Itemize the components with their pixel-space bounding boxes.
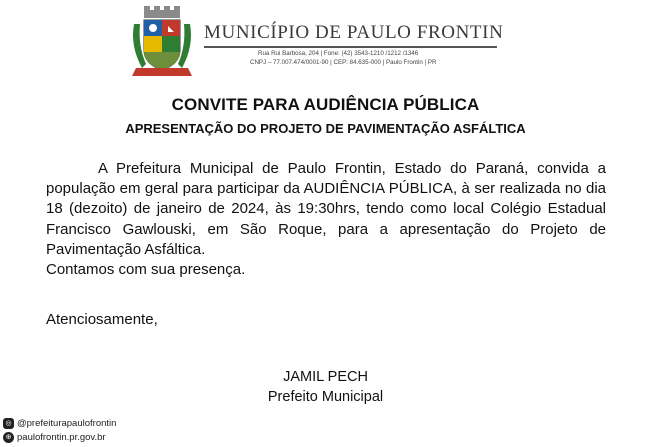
municipal-crest-icon xyxy=(130,6,200,80)
signer-role: Prefeito Municipal xyxy=(267,389,384,405)
signer-name: JAMIL PECH xyxy=(283,369,368,385)
invitation-paragraph: A Prefeitura Municipal de Paulo Frontin, Estado do Paraná, convida a população em geral para participar da AUDIÊNCIA PÚBLICA, à ser realizada no dia 18 (dezoito) de janeiro de 2024, às 19:30hrs, tendo como local Colégio Estadual Francisco Gawlouski, em São Roque, para a apresentação do Projeto de Pavimentação Asfáltica. xyxy=(46,160,606,258)
instagram-handle[interactable]: @prefeiturapaulofrontin xyxy=(17,418,117,429)
address-line: Rua Rui Barbosa, 204 | Fone: (42) 3543-1210 /1212 /1346 xyxy=(258,50,419,57)
website-link[interactable]: paulofrontin.pr.gov.br xyxy=(17,432,106,443)
cnpj-line: CNPJ – 77.007.474/0001-90 | CEP: 84.635-000 | Paulo Frontin | PR xyxy=(250,59,437,66)
footer-website[interactable] xyxy=(3,432,106,443)
document-subtitle: APRESENTAÇÃO DO PROJETO DE PAVIMENTAÇÃO ASFÁLTICA xyxy=(125,121,526,136)
letterhead-rule xyxy=(204,46,497,48)
footer-instagram[interactable] xyxy=(3,418,116,429)
closing-line: Contamos com sua presença. xyxy=(46,261,246,279)
document-title: CONVITE PARA AUDIÊNCIA PÚBLICA xyxy=(171,95,480,114)
letterhead xyxy=(130,6,510,80)
instagram-icon: ◎ xyxy=(3,418,14,429)
greeting: Atenciosamente, xyxy=(46,311,158,328)
globe-icon: ⊕ xyxy=(3,432,14,443)
body-text xyxy=(46,159,606,280)
municipality-name: MUNICÍPIO DE PAULO FRONTIN xyxy=(204,22,504,43)
